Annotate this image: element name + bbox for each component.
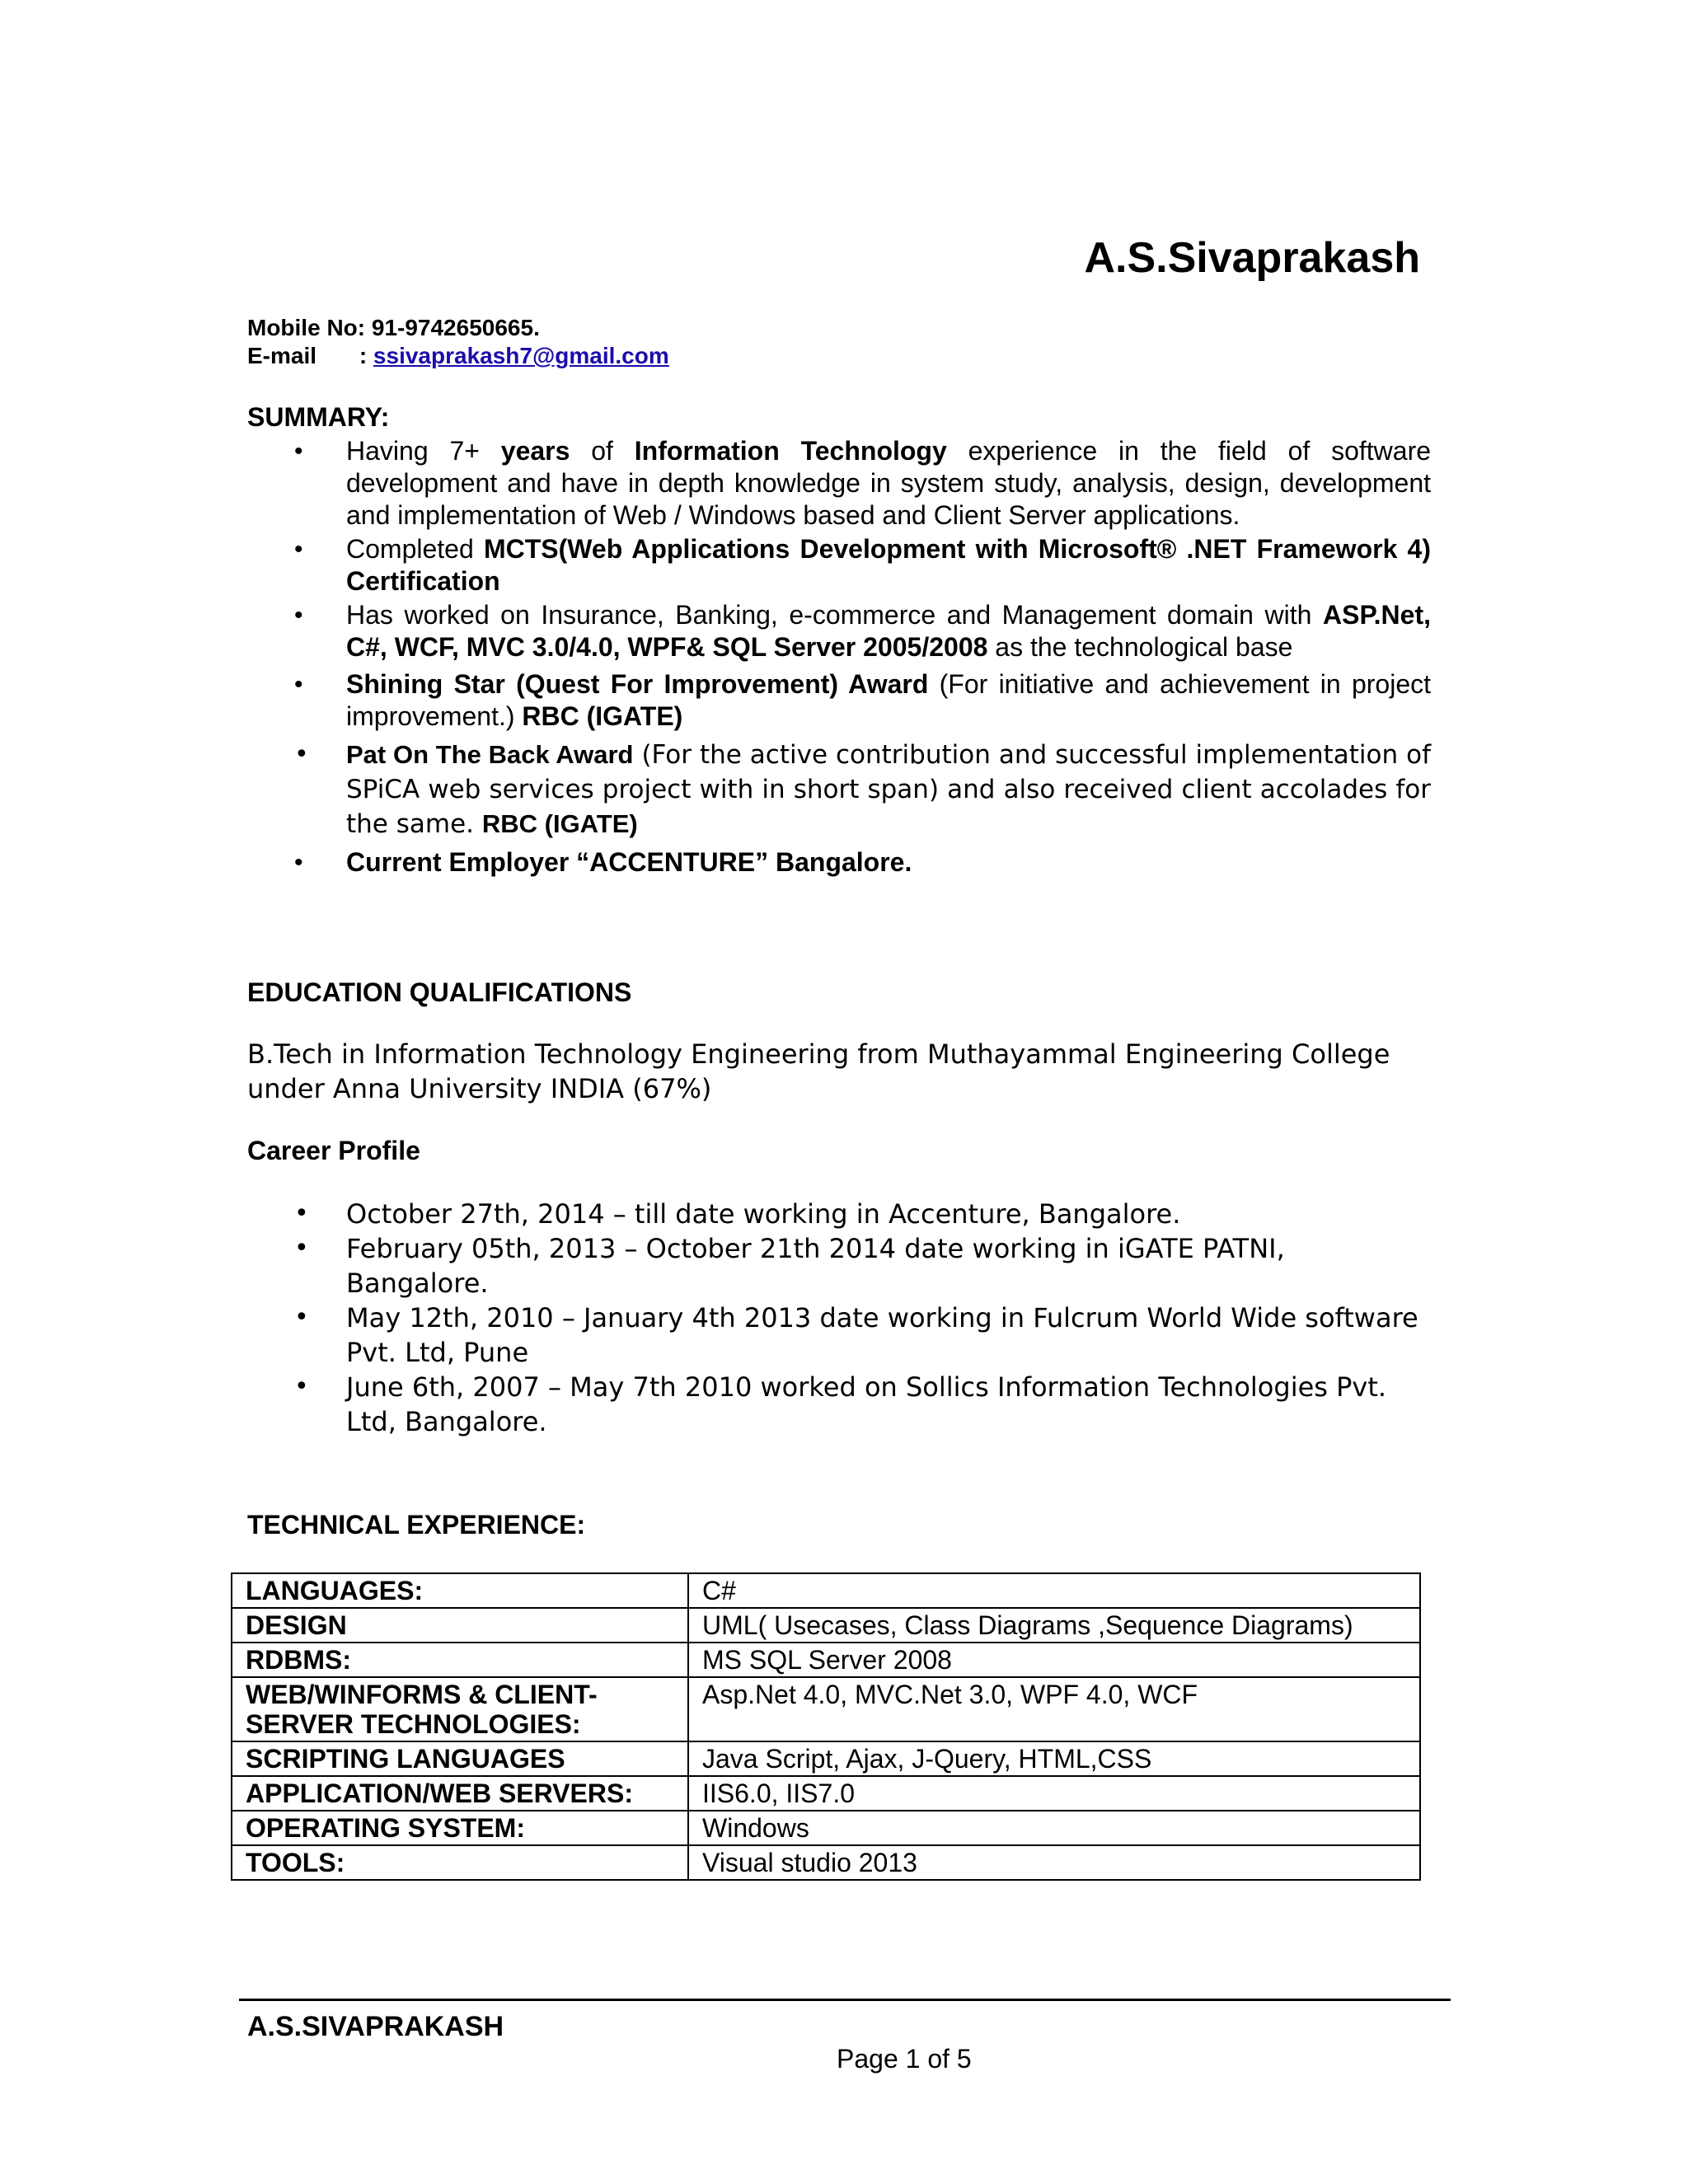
technical-heading: TECHNICAL EXPERIENCE: — [247, 1510, 586, 1540]
summary-item: • Having 7+ years of Information Technology experience in the field of software development and have in depth knowledge in system study, analysis, design, development and implementation of Web / Windows based and Client Server applications. — [247, 435, 1431, 532]
education-heading: EDUCATION QUALIFICATIONS — [247, 977, 632, 1007]
footer-name: A.S.SIVAPRAKASH — [247, 2011, 504, 2042]
career-item: • June 6th, 2007 – May 7th 2010 worked on Sollics Information Technologies Pvt. Ltd, Bangalore. — [247, 1370, 1431, 1439]
technical-table — [231, 1572, 1421, 1881]
summary-heading: SUMMARY: — [247, 402, 390, 432]
skill-value: IIS6.0, IIS7.0 — [688, 1776, 1420, 1811]
skill-value: UML( Usecases, Class Diagrams ,Sequence Diagrams) — [688, 1608, 1420, 1643]
summary-item: • Shining Star (Quest For Improvement) Award (For initiative and achievement in project improvement.) RBC (IGATE) — [247, 668, 1431, 733]
skill-value: C# — [688, 1573, 1420, 1608]
table-row — [232, 1811, 1420, 1845]
summary-list — [247, 435, 1431, 880]
page-number: Page 1 of 5 — [837, 2044, 972, 2074]
skill-category: OPERATING SYSTEM: — [232, 1811, 688, 1845]
table-row — [232, 1741, 1420, 1776]
summary-item: • Has worked on Insurance, Banking, e-commerce and Management domain with ASP.Net, C#, WCF, MVC 3.0/4.0, WPF& SQL Server 2005/2008 as the technological base — [247, 599, 1431, 663]
skill-category: WEB/WINFORMS & CLIENT-SERVER TECHNOLOGIES: — [232, 1677, 688, 1741]
resume-name: A.S.Sivaprakash — [1084, 234, 1420, 282]
skill-category: RDBMS: — [232, 1643, 688, 1677]
email-separator: : — [359, 343, 368, 368]
table-row — [232, 1573, 1420, 1608]
mobile-line — [247, 315, 540, 341]
mobile-label: Mobile No: — [247, 315, 366, 340]
email-link[interactable]: ssivaprakash7@gmail.com — [373, 343, 669, 368]
skill-value: Asp.Net 4.0, MVC.Net 3.0, WPF 4.0, WCF — [688, 1677, 1420, 1741]
summary-item: • Current Employer “ACCENTURE” Bangalore. — [247, 846, 1431, 879]
career-list — [247, 1197, 1431, 1439]
skill-category: SCRIPTING LANGUAGES — [232, 1741, 688, 1776]
table-row — [232, 1677, 1420, 1741]
email-line — [247, 343, 669, 369]
skill-category: TOOLS: — [232, 1845, 688, 1880]
email-label: E-mail — [247, 343, 317, 368]
career-heading: Career Profile — [247, 1136, 420, 1165]
table-row — [232, 1608, 1420, 1643]
skill-category: LANGUAGES: — [232, 1573, 688, 1608]
skill-category: APPLICATION/WEB SERVERS: — [232, 1776, 688, 1811]
summary-item: • Pat On The Back Award (For the active contribution and successful implementation of SPiCA web services project with in short span) and also received client accolades for the same. RBC (IGATE) — [247, 738, 1431, 841]
career-item: • May 12th, 2010 – January 4th 2013 date working in Fulcrum World Wide software Pvt. Ltd, Pune — [247, 1301, 1431, 1370]
skill-value: Java Script, Ajax, J-Query, HTML,CSS — [688, 1741, 1420, 1776]
skill-category: DESIGN — [232, 1608, 688, 1643]
career-item: • February 05th, 2013 – October 21th 2014 date working in iGATE PATNI, Bangalore. — [247, 1231, 1431, 1301]
education-text: B.Tech in Information Technology Engineering from Muthayammal Engineering College under Anna University INDIA (67%) — [247, 1038, 1390, 1104]
skill-value: MS SQL Server 2008 — [688, 1643, 1420, 1677]
table-row — [232, 1776, 1420, 1811]
career-item: • October 27th, 2014 – till date working in Accenture, Bangalore. — [247, 1197, 1431, 1231]
mobile-number: 91-9742650665. — [371, 315, 540, 340]
footer-divider — [239, 1999, 1451, 2001]
skill-value: Windows — [688, 1811, 1420, 1845]
table-row — [232, 1643, 1420, 1677]
skill-value: Visual studio 2013 — [688, 1845, 1420, 1880]
table-row — [232, 1845, 1420, 1880]
summary-item: • Completed MCTS(Web Applications Development with Microsoft® .NET Framework 4) Certification — [247, 533, 1431, 598]
